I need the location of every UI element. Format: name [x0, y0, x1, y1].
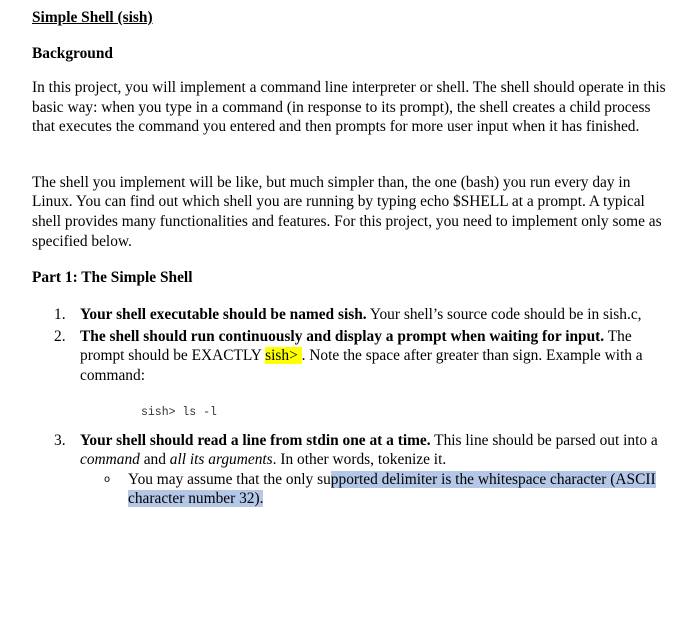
list-number: 3. [54, 431, 66, 449]
list-number: 2. [54, 327, 66, 345]
requirement-text-after: . In other words, tokenize it. [272, 451, 447, 469]
code-example: sish> ls -l [141, 405, 217, 419]
sub-bullet-item [80, 470, 672, 509]
requirement-text: Your shell’s source code should be in sish.c, [366, 306, 642, 324]
command-emphasis: command [80, 451, 140, 469]
document-page [32, 8, 672, 509]
requirement-text-after: . Note the space after greater than sign. Example with a command: [80, 347, 643, 384]
list-number: 1. [54, 306, 66, 324]
requirements-list [32, 305, 672, 509]
requirement-item-1 [32, 305, 672, 325]
requirement-bold-text: Your shell executable should be named sish. [80, 306, 367, 324]
circle-bullet-icon: o [104, 473, 111, 485]
requirement-text: This line should be parsed out into a [430, 431, 658, 449]
selection-highlight: pported delimiter is the whitespace character (ASCII character number 32). [128, 470, 656, 508]
background-paragraph-2: The shell you implement will be like, but much simpler than, the one (bash) you run every day in Linux. You can find out which shell you are running by typing echo $SHELL at a prompt. A typical shell provides many functionalities and features. For this project, you need to implement only some as specified below. [32, 173, 662, 250]
requirement-text: The prompt should be EXACTLY [80, 327, 632, 365]
document-title: Simple Shell (sish) [32, 9, 153, 26]
requirement-item-3 [32, 431, 672, 509]
part1-heading: Part 1: The Simple Shell [32, 269, 193, 287]
prompt-highlight: sish> [265, 347, 302, 365]
requirement-bold-text: Your shell should read a line from stdin one at a time. [80, 431, 431, 449]
requirement-item-2 [32, 327, 672, 421]
background-heading: Background [32, 45, 113, 62]
sub-bullet-text: You may assume that the only su [128, 470, 331, 488]
arguments-emphasis: all its arguments [169, 451, 273, 469]
requirement-bold-text: The shell should run continuously and display a prompt when waiting for input. [80, 327, 605, 345]
requirement-text-mid: and [139, 451, 170, 469]
background-paragraph-1: In this project, you will implement a command line interpreter or shell. The shell should operate in this basic way: when you type in a command (in response to its prompt), the shell creates a child process that executes the command you entered and then prompts for more user input when it has finished. [32, 79, 666, 136]
sub-bullet-list [80, 470, 672, 509]
